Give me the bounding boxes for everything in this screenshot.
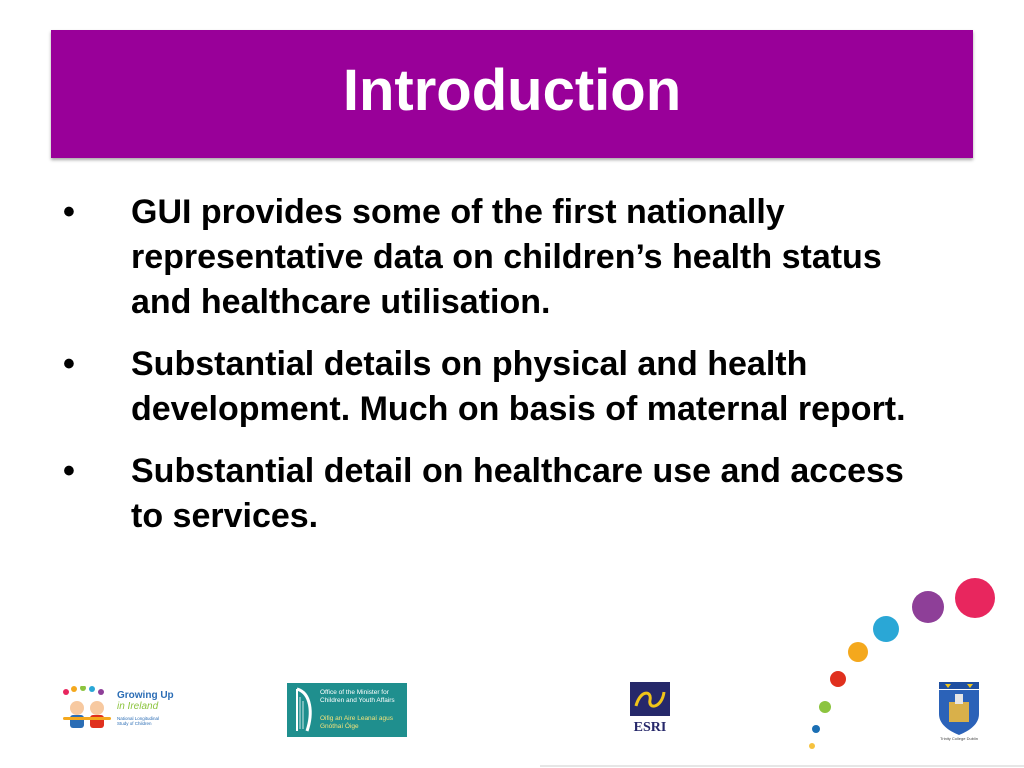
dot-icon [812,725,820,733]
gui-name: Growing Up in Ireland [117,690,174,712]
dot-icon [848,642,868,662]
omcya-english-name: Office of the Minister for Children and Youth Affairs [320,689,395,704]
dot-icon [819,701,831,713]
dot-icon [830,671,846,687]
dot-icon [955,578,995,618]
dot-icon [912,591,944,623]
omcya-irish-name: Oifig an Aire Leanaí agus Gnóthaí Óige [320,715,393,730]
esri-logo [630,682,670,738]
trinity-college-crest [936,680,982,742]
esri-swirl-icon [630,682,670,716]
slide-title: Introduction [342,58,682,123]
crest-shield-icon [936,680,982,736]
omcya-logo [287,683,407,737]
bullet-marker: • [63,345,75,383]
tcd-label: Trinity College Dublin [940,736,978,741]
bullet-text: Substantial detail on healthcare use and access to services. [131,452,904,535]
children-figures-icon [60,686,116,736]
esri-label: ESRI [633,720,667,735]
harp-icon [289,683,319,737]
dot-icon [873,616,899,642]
dot-icon [809,743,815,749]
gui-tagline: National Longitudinal Study of Children [117,716,160,726]
bullet-text: Substantial details on physical and health development. Much on basis of maternal report. [131,345,906,428]
esri-emblem [630,682,670,716]
bullet-text: GUI provides some of the first nationally representative data on children’s health status and healthcare utilisation. [131,193,882,321]
bullet-marker: • [63,452,75,490]
bullet-marker: • [63,193,75,231]
growing-up-in-ireland-logo [60,686,175,736]
